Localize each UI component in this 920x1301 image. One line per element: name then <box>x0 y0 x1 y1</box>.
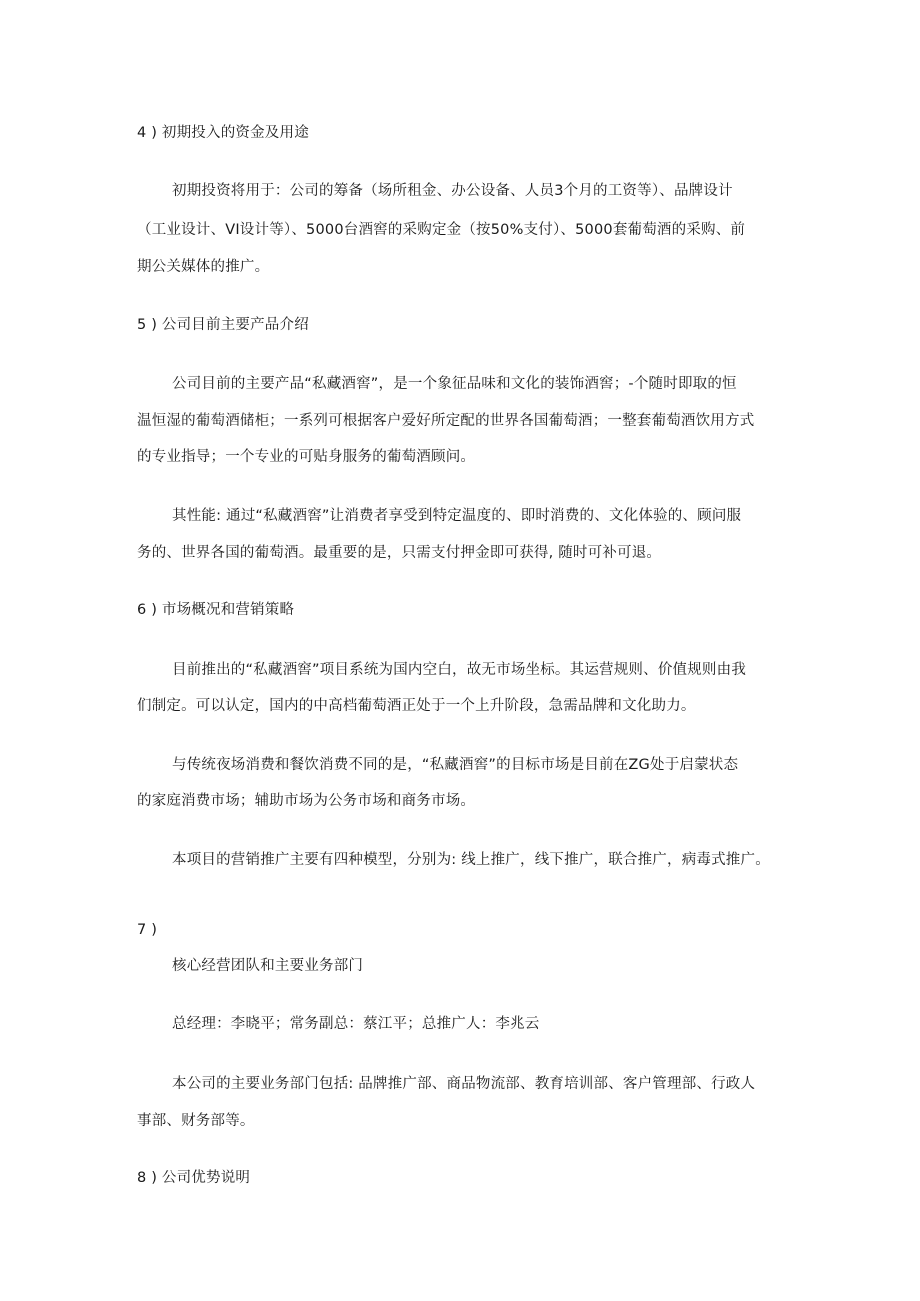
section-7-number: 7 ) <box>137 922 158 938</box>
section-5-performance-line: 务的、世界各国的葡萄酒。最重要的是，只需支付押金即可获得, 随时可补可退。 <box>137 545 662 561</box>
section-4-paragraph-line: （工业设计、VI设计等）、5000台酒窖的采购定金（按50%支付）、5000套葡萄酒的采购、前 <box>137 222 746 238</box>
section-7-departments-line: 事部、财务部等。 <box>137 1113 255 1129</box>
section-5-paragraph-line: 公司目前的主要产品“私藏酒窖”，是一个象征品味和文化的装饰酒窖；-个随时即取的恒 <box>172 376 737 392</box>
section-6-marketing-line: 本项目的营销推广主要有四种模型，分别为: 线上推广，线下推广，联合推广，病毒式推广。 <box>172 852 770 868</box>
section-4-paragraph-line: 初期投资将用于：公司的筹备（场所租金、办公设备、人员3个月的工资等）、品牌设计 <box>172 183 733 199</box>
section-7-departments-line: 本公司的主要业务部门包括: 品牌推广部、商品物流部、教育培训部、客户管理部、行政人 <box>172 1076 756 1092</box>
section-7-heading: 核心经营团队和主要业务部门 <box>172 958 364 974</box>
section-4-paragraph-line: 期公关媒体的推广。 <box>137 259 270 275</box>
section-5-paragraph-line: 温恒湿的葡萄酒储柜；一系列可根据客户爱好所定配的世界各国葡萄酒；一整套葡萄酒饮用方式 <box>137 413 755 429</box>
section-5-heading: 5 ) 公司目前主要产品介绍 <box>137 317 309 333</box>
section-6-heading: 6 ) 市场概况和营销策略 <box>137 602 295 618</box>
section-6-target-market-line: 与传统夜场消费和餐饮消费不同的是，“私藏酒窖”的目标市场是目前在ZG处于启蒙状态 <box>172 757 739 773</box>
section-7-team-line: 总经理：李晓平；常务副总：蔡江平；总推广人：李兆云 <box>172 1016 540 1032</box>
section-6-paragraph-line: 们制定。可以认定，国内的中高档葡萄酒正处于一个上升阶段，急需品牌和文化助力。 <box>137 698 696 714</box>
section-6-paragraph-line: 目前推出的“私藏酒窖”项目系统为国内空白，故无市场坐标。其运营规则、价值规则由我 <box>172 662 747 678</box>
section-6-target-market-line: 的家庭消费市场；辅助市场为公务市场和商务市场。 <box>137 793 476 809</box>
section-8-heading: 8 ) 公司优势说明 <box>137 1170 251 1186</box>
section-5-performance-line: 其性能: 通过“私藏酒窖”让消费者享受到特定温度的、即时消费的、文化体验的、顾问服 <box>172 508 742 524</box>
section-5-paragraph-line: 的专业指导；一个专业的可贴身服务的葡萄酒顾问。 <box>137 449 476 465</box>
section-4-heading: 4 ) 初期投入的资金及用途 <box>137 125 309 141</box>
